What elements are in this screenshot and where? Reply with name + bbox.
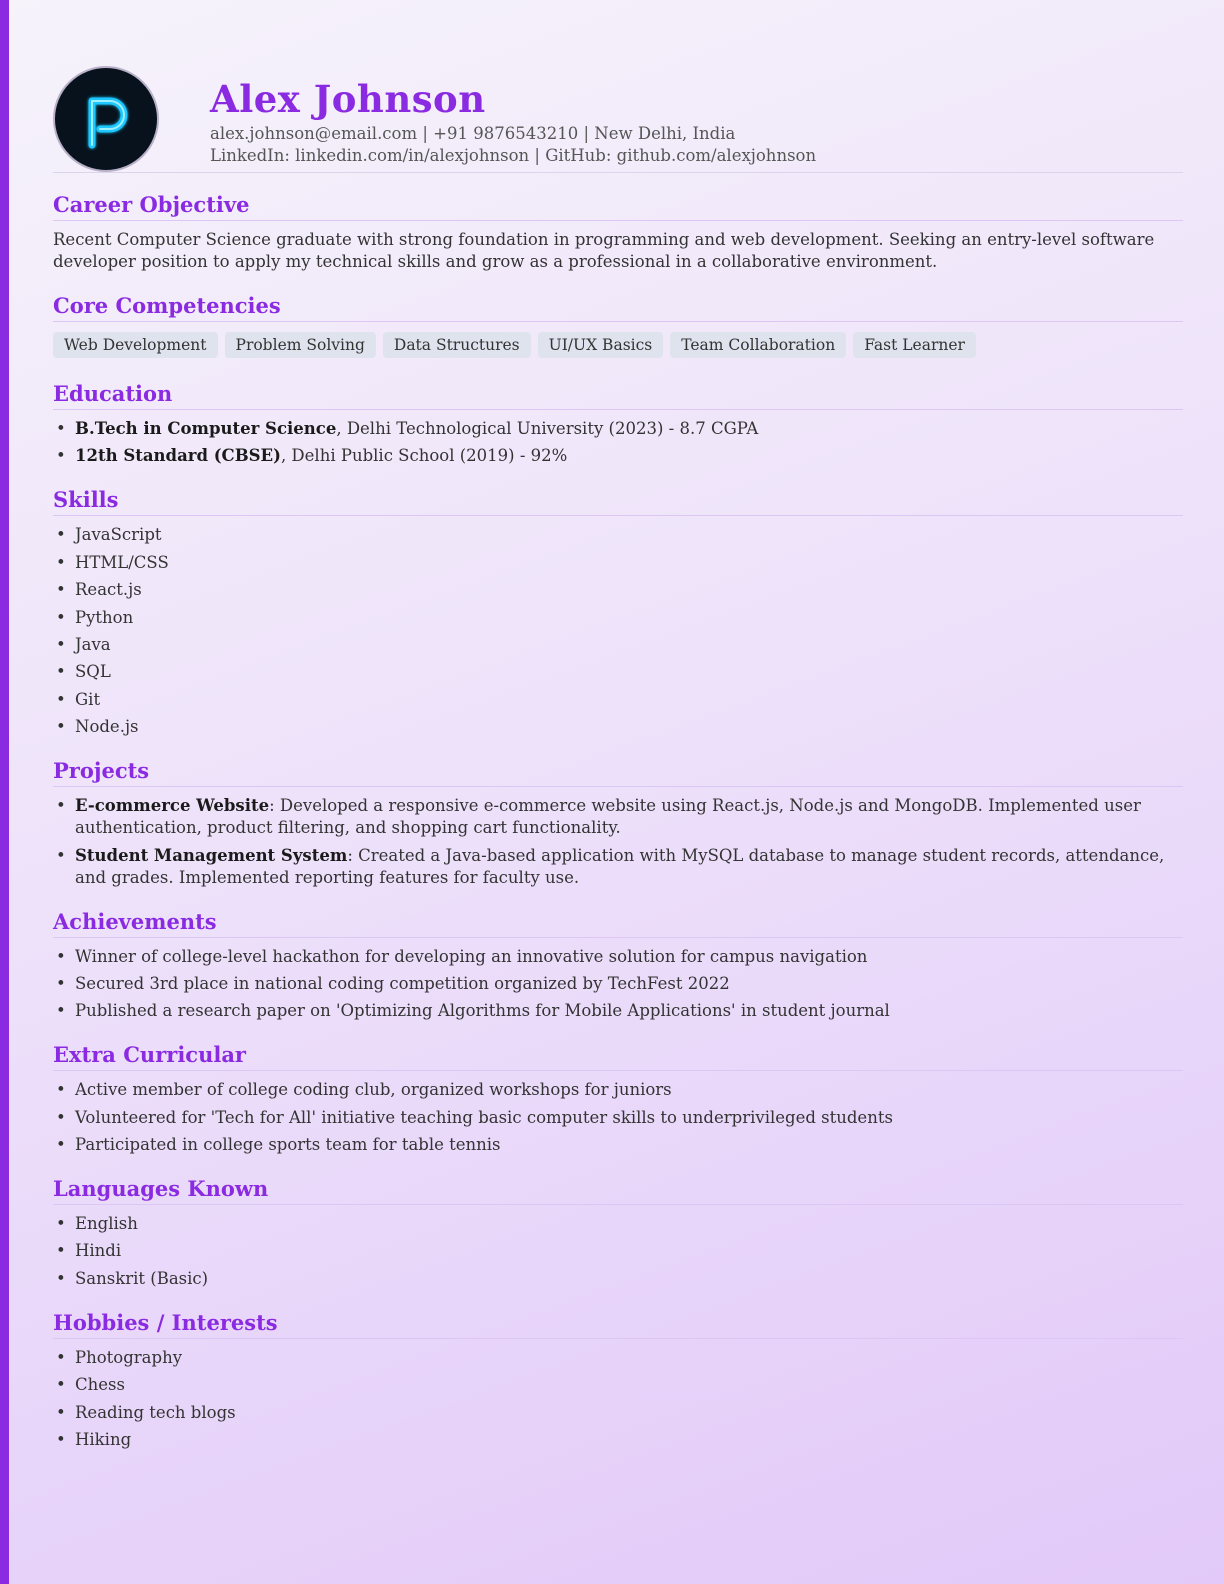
project-name: Student Management System (75, 845, 348, 865)
list-item: • Active member of college coding club, organized workshops for juniors (53, 1079, 1183, 1101)
section-title: Career Objective (53, 190, 1183, 221)
degree-details: , Delhi Technological University (2023) - 8.7 CGPA (336, 419, 759, 438)
section-title: Projects (53, 756, 1183, 787)
section-core-competencies (53, 291, 1183, 358)
resume-header (53, 66, 1183, 173)
project-description: : Developed a responsive e-commerce website using React.js, Node.js and MongoDB. Implemented user authentication, product filtering, and shopping cart functionality. (75, 796, 1141, 838)
section-title: Education (53, 379, 1183, 410)
section-title: Skills (53, 485, 1183, 516)
competency-tags (53, 330, 1183, 358)
list-item: • Volunteered for 'Tech for All' initiative teaching basic computer skills to underprivileged students (53, 1107, 1183, 1129)
candidate-name: Alex Johnson (210, 77, 486, 121)
p-logo-icon (74, 87, 138, 151)
list-item (53, 795, 1183, 839)
list-item: • Winner of college-level hackathon for developing an innovative solution for campus navigation (53, 946, 1183, 968)
list-item: • Published a research paper on 'Optimizing Algorithms for Mobile Applications' in student journal (53, 1000, 1183, 1022)
section-languages (53, 1174, 1183, 1290)
achievements-list (53, 946, 1183, 1023)
list-item: • Hiking (53, 1429, 1183, 1451)
list-item: • Git (53, 689, 1183, 711)
section-skills (53, 485, 1183, 738)
list-item: • Chess (53, 1374, 1183, 1396)
avatar (53, 66, 159, 172)
list-item: • SQL (53, 661, 1183, 683)
section-education (53, 379, 1183, 467)
competency-tag: Team Collaboration (670, 332, 846, 358)
section-projects (53, 756, 1183, 888)
header-text (210, 75, 816, 167)
competency-tag: Web Development (53, 332, 218, 358)
list-item: • Python (53, 607, 1183, 629)
section-title: Achievements (53, 907, 1183, 938)
list-item: • English (53, 1213, 1183, 1235)
list-item: • HTML/CSS (53, 552, 1183, 574)
contact-line-1: alex.johnson@email.com | +91 9876543210 | New Delhi, India (210, 124, 736, 143)
section-title: Languages Known (53, 1174, 1183, 1205)
projects-list (53, 795, 1183, 888)
section-achievements (53, 907, 1183, 1023)
extra-curricular-list (53, 1079, 1183, 1156)
section-title: Core Competencies (53, 291, 1183, 322)
project-name: E-commerce Website (75, 796, 270, 816)
languages-list (53, 1213, 1183, 1290)
list-item: • Participated in college sports team for table tennis (53, 1134, 1183, 1156)
degree-name: 12th Standard (CBSE) (75, 446, 281, 466)
competency-tag: Fast Learner (853, 332, 976, 358)
objective-text: Recent Computer Science graduate with strong foundation in programming and web development. Seeking an entry-level software developer position to apply my technical skills and grow as a professional in a collaborative environment. (53, 230, 1155, 271)
section-title: Extra Curricular (53, 1040, 1183, 1071)
section-title: Hobbies / Interests (53, 1308, 1183, 1339)
list-item: • Java (53, 634, 1183, 656)
resume-page (53, 66, 1183, 1456)
list-item: • Reading tech blogs (53, 1402, 1183, 1424)
section-extra-curricular (53, 1040, 1183, 1156)
accent-bar (0, 0, 9, 1584)
list-item: • Photography (53, 1347, 1183, 1369)
degree-details: , Delhi Public School (2019) - 92% (280, 446, 568, 466)
list-item: • React.js (53, 579, 1183, 601)
education-list (53, 418, 1183, 467)
contact-line-2: LinkedIn: linkedin.com/in/alexjohnson | GitHub: github.com/alexjohnson (210, 146, 817, 165)
competency-tag: Problem Solving (225, 332, 376, 358)
list-item: • Hindi (53, 1240, 1183, 1262)
list-item: • Node.js (53, 716, 1183, 738)
degree-name: B.Tech in Computer Science (75, 419, 337, 438)
list-item: • JavaScript (53, 524, 1183, 546)
list-item (53, 418, 1183, 440)
list-item: • Sanskrit (Basic) (53, 1268, 1183, 1290)
list-item: • Secured 3rd place in national coding competition organized by TechFest 2022 (53, 973, 1183, 995)
list-item (53, 445, 1183, 467)
section-career-objective (53, 190, 1183, 273)
list-item (53, 845, 1183, 889)
skills-list (53, 524, 1183, 738)
project-description: : Created a Java-based application with MySQL database to manage student records, attendance, and grades. Implemented reporting features for faculty use. (75, 845, 1165, 887)
hobbies-list (53, 1347, 1183, 1451)
competency-tag: Data Structures (383, 332, 531, 358)
section-hobbies (53, 1308, 1183, 1451)
competency-tag: UI/UX Basics (538, 332, 664, 358)
